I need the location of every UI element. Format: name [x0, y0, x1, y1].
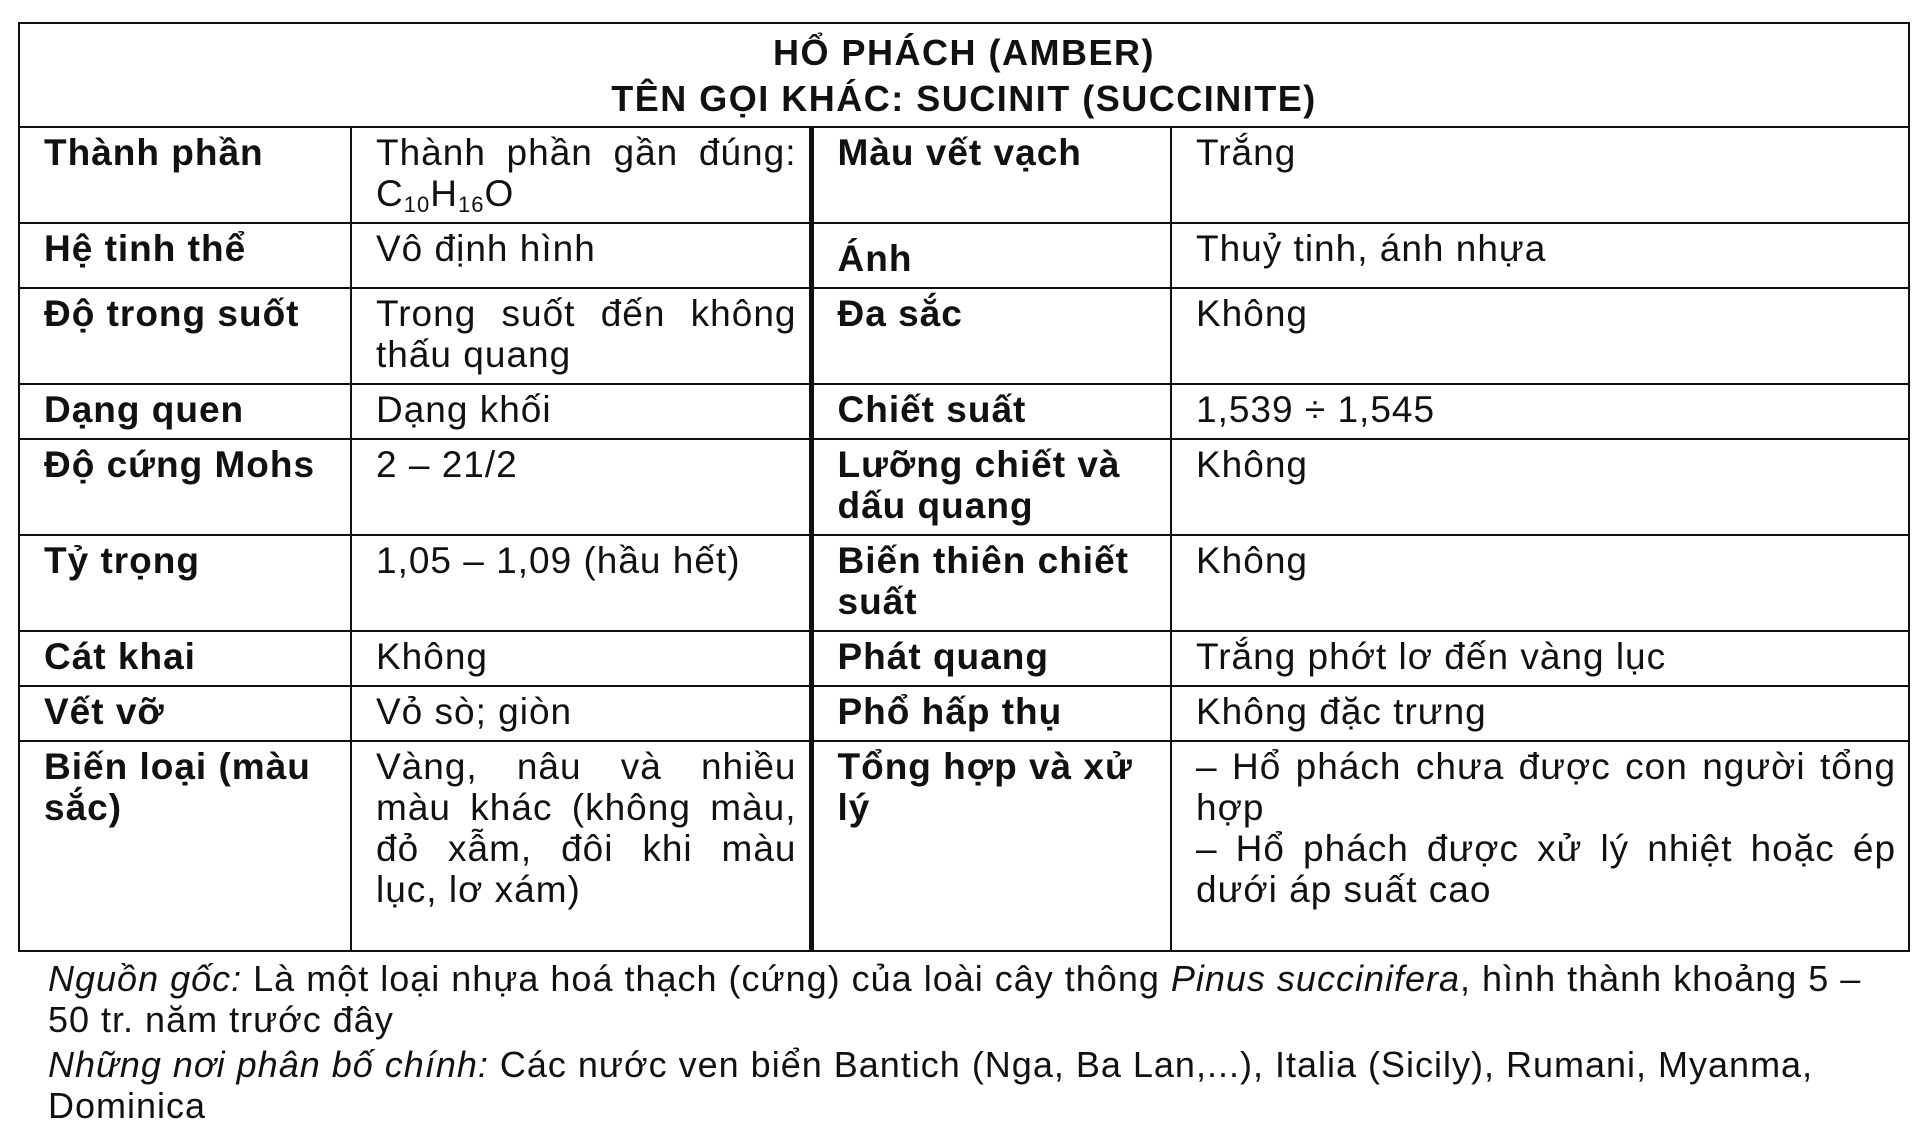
- row-label: Vết vỡ: [19, 686, 351, 741]
- row-label: Lưỡng chiết và dấu quang: [811, 439, 1171, 535]
- document-page: [18, 22, 1918, 1126]
- distribution-label: Những nơi phân bố chính:: [48, 1044, 489, 1085]
- row-value: Vỏ sò; giòn: [351, 686, 811, 741]
- row-value: Không: [1171, 439, 1909, 535]
- row-label: Độ trong suốt: [19, 288, 351, 384]
- table-row: [19, 384, 1909, 439]
- row-label: Cát khai: [19, 631, 351, 686]
- row-label: Ánh: [811, 223, 1171, 288]
- species-name: Pinus succinifera: [1170, 958, 1461, 999]
- row-value: Vàng, nâu và nhiều màu khác (không màu, đỏ xẫm, đôi khi màu lục, lơ xám): [351, 741, 811, 951]
- row-label: Độ cứng Mohs: [19, 439, 351, 535]
- gem-alt-name: TÊN GỌI KHÁC: SUCINIT (SUCCINITE): [611, 78, 1317, 119]
- row-value: 1,05 – 1,09 (hầu hết): [351, 535, 811, 631]
- row-value: 2 – 21/2: [351, 439, 811, 535]
- table-row: [19, 439, 1909, 535]
- row-value: Dạng khối: [351, 384, 811, 439]
- row-label: Đa sắc: [811, 288, 1171, 384]
- gem-name: HỔ PHÁCH (AMBER): [773, 32, 1156, 73]
- row-value: Không: [351, 631, 811, 686]
- row-label: Biến loại (màu sắc): [19, 741, 351, 951]
- table-row: [19, 288, 1909, 384]
- table-row: [19, 127, 1909, 223]
- row-label: Phát quang: [811, 631, 1171, 686]
- row-label: Biến thiên chiết suất: [811, 535, 1171, 631]
- row-label: Tỷ trọng: [19, 535, 351, 631]
- row-label: Phổ hấp thụ: [811, 686, 1171, 741]
- table-row: [19, 223, 1909, 288]
- row-label: Dạng quen: [19, 384, 351, 439]
- row-value: Vô định hình: [351, 223, 811, 288]
- distribution-note: Những nơi phân bố chính: Các nước ven biển Bantich (Nga, Ba Lan,...), Italia (Sicily), Rumani, Myanma, Dominica: [48, 1044, 1814, 1126]
- row-label: Hệ tinh thể: [19, 223, 351, 288]
- row-value: Không đặc trưng: [1171, 686, 1909, 741]
- row-label: Màu vết vạch: [811, 127, 1171, 223]
- origin-label: Nguồn gốc:: [48, 958, 243, 999]
- properties-table: [18, 22, 1910, 952]
- table-row: [19, 535, 1909, 631]
- row-value: Không: [1171, 535, 1909, 631]
- row-value: Không: [1171, 288, 1909, 384]
- row-value: [1171, 741, 1909, 951]
- row-value: Thành phần gần đúng: $C_{10}H_{16}O$: [351, 127, 811, 223]
- row-value: 1,539 ÷ 1,545: [1171, 384, 1909, 439]
- row-value: Trắng phớt lơ đến vàng lục: [1171, 631, 1909, 686]
- origin-note: Nguồn gốc: Là một loại nhựa hoá thạch (cứng) của loài cây thông Pinus succinifera, hình thành khoảng 5 – 50 tr. năm trước đây: [48, 958, 1862, 1040]
- title-row: [19, 23, 1909, 127]
- row-value: Thuỷ tinh, ánh nhựa: [1171, 223, 1909, 288]
- treatment-note-1: – Hổ phách chưa được con người tổng hợp: [1196, 746, 1897, 828]
- row-label: Chiết suất: [811, 384, 1171, 439]
- table-title: [19, 23, 1909, 127]
- row-value: Trắng: [1171, 127, 1909, 223]
- row-label: Thành phần: [19, 127, 351, 223]
- row-value: Trong suốt đến không thấu quang: [351, 288, 811, 384]
- treatment-note-2: – Hổ phách được xử lý nhiệt hoặc ép dưới áp suất cao: [1196, 828, 1897, 910]
- table-row: [19, 631, 1909, 686]
- row-label: Tổng hợp và xử lý: [811, 741, 1171, 951]
- table-row: [19, 686, 1909, 741]
- table-row: [19, 741, 1909, 951]
